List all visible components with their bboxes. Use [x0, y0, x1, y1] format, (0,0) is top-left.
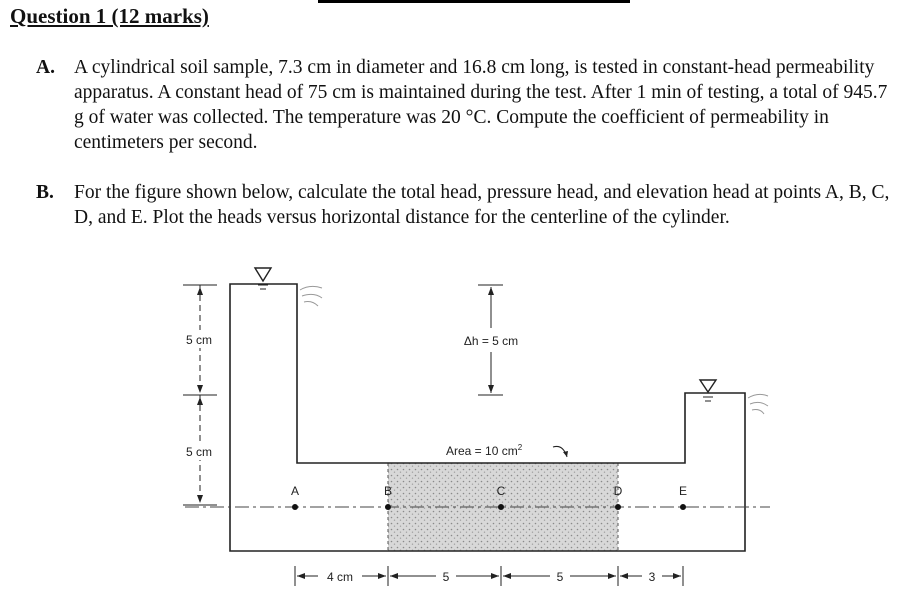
right-overflow-icon — [748, 394, 768, 414]
point-a-marker — [292, 504, 298, 510]
point-e-marker — [680, 504, 686, 510]
point-c-marker — [498, 504, 504, 510]
point-e-label: E — [678, 484, 688, 498]
dim-c-d: 5 — [556, 570, 564, 584]
dim-d-e: 3 — [648, 570, 656, 584]
point-b-marker — [385, 504, 391, 510]
point-d-marker — [615, 504, 621, 510]
area-text: Area = 10 cm — [446, 444, 518, 458]
dim-a-b: 4 cm — [326, 570, 354, 584]
part-b-text: For the figure shown below, calculate the total head, pressure head, and elevation head at points A, B, C, D, and E. Plot the heads versus horizontal distance for the centerline of the cylinder. — [74, 182, 890, 228]
area-exponent: 2 — [517, 443, 523, 452]
part-b-label: B. — [36, 182, 54, 203]
part-a-label: A. — [36, 57, 55, 78]
left-dim-bottom-label: 5 cm — [185, 445, 213, 459]
left-dim-top-label: 5 cm — [185, 333, 213, 347]
point-b-label: B — [383, 484, 393, 498]
area-label — [446, 443, 523, 458]
right-water-level-icon — [700, 380, 716, 392]
left-overflow-icon — [300, 286, 322, 306]
point-a-label: A — [290, 484, 300, 498]
area-leader-arrow — [563, 451, 568, 457]
left-water-level-icon — [255, 268, 271, 281]
point-c-label: C — [496, 484, 506, 498]
question-title: Question 1 (12 marks) — [10, 4, 209, 28]
point-d-label: D — [613, 484, 623, 498]
part-a-text: A cylindrical soil sample, 7.3 cm in diameter and 16.8 cm long, is tested in constant-head permeability apparatus. A constant head of 75 cm is maintained during the test. After 1 min of testing, a total of 945.7 g of water was collected. The temperature was 20 °C. Compute the coefficient of permeability in centimeters per second. — [74, 57, 888, 153]
delta-h-label: Δh = 5 cm — [463, 334, 519, 348]
dim-b-c: 5 — [442, 570, 450, 584]
